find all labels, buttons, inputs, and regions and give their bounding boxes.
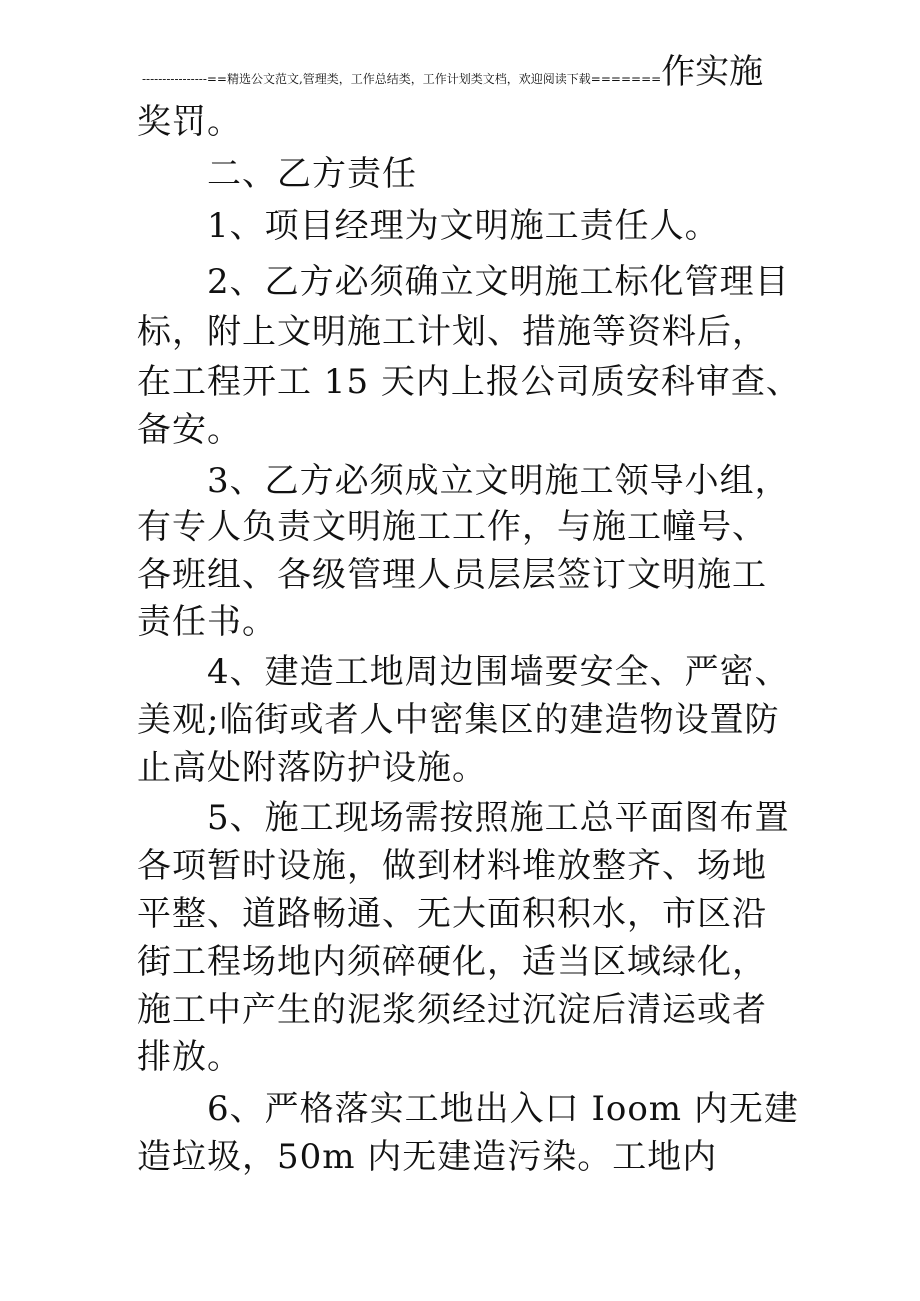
paragraph-2-line: 在工程开工 15 天内上报公司质安科审查、 — [137, 362, 801, 402]
paragraph-4-line: 4、建造工地周边围墙要安全、严密、 — [207, 652, 790, 692]
section-heading: 二、乙方责任 — [207, 154, 417, 194]
header-trailing-text: 作实施 — [661, 52, 764, 92]
paragraph-4-line: 美观;临街或者人中密集区的建造物设置防 — [137, 700, 780, 740]
paragraph-3-line: 有专人负责文明施工工作，与施工幢号、 — [137, 507, 767, 547]
paragraph-5-line: 平整、道路畅通、无大面积积水，市区沿 — [137, 894, 767, 934]
paragraph-5-line: 5、施工现场需按照施工总平面图布置 — [207, 798, 790, 838]
header-line — [142, 50, 802, 94]
header-banner: ----------------==精选公文范文,管理类，工作总结类，工作计划类文档，欢迎阅读下载======= — [142, 72, 662, 86]
paragraph-4-line: 止高处附落防护设施。 — [137, 748, 487, 788]
paragraph-2-line: 备安。 — [137, 410, 242, 450]
paragraph-2-line: 标，附上文明施工计划、措施等资料后， — [137, 312, 767, 352]
paragraph-6-line: 6、严格落实工地出入口 Ioom 内无建 — [207, 1089, 799, 1129]
paragraph-3-line: 责任书。 — [137, 602, 277, 642]
paragraph-1-line: 1、项目经理为文明施工责任人。 — [207, 206, 720, 246]
paragraph-5-line: 街工程场地内须碎硬化，适当区域绿化， — [137, 942, 767, 982]
text-line-continuation: 奖罚。 — [137, 102, 242, 142]
paragraph-3-line: 各班组、各级管理人员层层签订文明施工 — [137, 555, 767, 595]
paragraph-3-line: 3、乙方必须成立文明施工领导小组， — [207, 461, 790, 501]
paragraph-2-line: 2、乙方必须确立文明施工标化管理目 — [207, 262, 790, 302]
paragraph-5-line: 排放。 — [137, 1037, 242, 1077]
paragraph-5-line: 各项暂时设施，做到材料堆放整齐、场地 — [137, 846, 767, 886]
paragraph-6-line: 造垃圾，50m 内无建造污染。工地内 — [137, 1137, 718, 1177]
paragraph-5-line: 施工中产生的泥浆须经过沉淀后清运或者 — [137, 990, 767, 1030]
